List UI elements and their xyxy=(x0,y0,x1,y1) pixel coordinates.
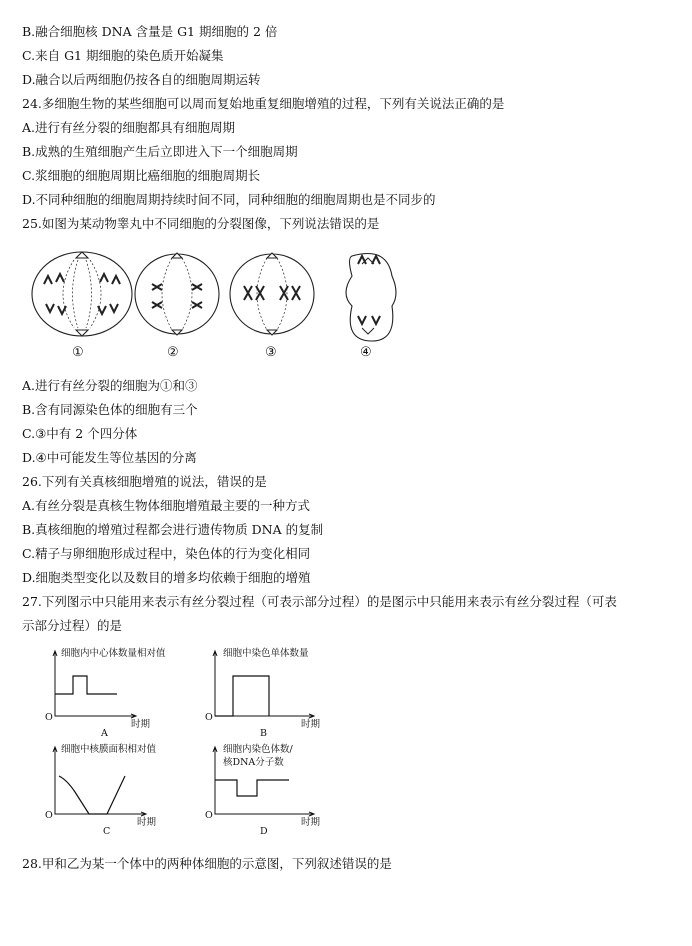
graph-c-line xyxy=(59,776,125,814)
graph-a-line xyxy=(55,676,117,694)
question-28: 28.甲和乙为某一个体中的两种体细胞的示意图，下列叙述错误的是 xyxy=(22,856,392,871)
option-a-25: A.进行有丝分裂的细胞为①和③ xyxy=(22,378,198,393)
option-a-24: A.进行有丝分裂的细胞都具有细胞周期 xyxy=(22,120,236,135)
graph-b-xlabel: 时期 xyxy=(301,719,321,730)
graph-a-letter: A xyxy=(101,728,108,739)
cell-4 xyxy=(346,254,396,342)
option-b-25: B.含有同源染色体的细胞有三个 xyxy=(22,402,198,417)
graph-b-title: 细胞中染色单体数量 xyxy=(223,648,309,659)
graph-d-origin: O xyxy=(205,810,213,821)
graph-a-title: 细胞内中心体数量相对值 xyxy=(61,648,166,659)
option-c-24: C.浆细胞的细胞周期比癌细胞的细胞周期长 xyxy=(22,168,261,183)
graph-d-letter: D xyxy=(260,826,268,837)
option-d-24: D.不同种细胞的细胞周期持续时间不同，同种细胞的细胞周期也是不同步的 xyxy=(22,192,436,207)
cell-label-3: ③ xyxy=(265,345,277,360)
question-26: 26.下列有关真核细胞增殖的说法，错误的是 xyxy=(22,474,267,489)
option-c-26: C.精子与卵细胞形成过程中，染色体的行为变化相同 xyxy=(22,546,311,561)
option-c-23: C.来自 G1 期细胞的染色质开始凝集 xyxy=(22,48,224,63)
option-b-26: B.真核细胞的增殖过程都会进行遗传物质 DNA 的复制 xyxy=(22,522,324,537)
option-a-26: A.有丝分裂是真核生物体细胞增殖最主要的一种方式 xyxy=(22,498,311,513)
cell-1 xyxy=(32,252,132,336)
option-b-24: B.成熟的生殖细胞产生后立即进入下一个细胞周期 xyxy=(22,144,298,159)
graph-c-svg xyxy=(45,744,215,844)
option-d-25: D.④中可能发生等位基因的分离 xyxy=(22,450,197,465)
question-27-cont: 示部分过程）的是 xyxy=(22,618,123,633)
graph-c-letter: C xyxy=(103,826,111,837)
option-d-26: D.细胞类型变化以及数目的增多均依赖于细胞的增殖 xyxy=(22,570,311,585)
cell-3 xyxy=(230,254,314,334)
cell-label-1: ① xyxy=(72,345,84,360)
graph-a-svg xyxy=(45,648,215,748)
cell-division-figure xyxy=(22,246,442,366)
question-25: 25.如图为某动物睾丸中不同细胞的分裂图像，下列说法错误的是 xyxy=(22,216,380,231)
graph-a xyxy=(45,648,215,748)
graph-b-line xyxy=(215,676,269,716)
graph-c xyxy=(45,744,215,844)
graph-a-origin: O xyxy=(45,712,53,723)
cell-diagrams xyxy=(22,246,442,346)
graph-d-title: 细胞内染色体数/ xyxy=(223,744,293,755)
graph-b-origin: O xyxy=(205,712,213,723)
graph-c-title: 细胞中核膜面积相对值 xyxy=(61,744,157,755)
option-c-25: C.③中有 2 个四分体 xyxy=(22,426,138,441)
graph-d-title-2: 核DNA分子数 xyxy=(223,757,284,768)
graph-c-origin: O xyxy=(45,810,53,821)
graph-c-xlabel: 时期 xyxy=(137,817,157,828)
cell-label-2: ② xyxy=(167,345,179,360)
question-24: 24.多细胞生物的某些细胞可以周而复始地重复细胞增殖的过程，下列有关说法正确的是 xyxy=(22,96,505,111)
graph-b-svg xyxy=(205,648,375,748)
graph-d-xlabel: 时期 xyxy=(301,817,321,828)
graph-d xyxy=(205,744,375,844)
graph-b xyxy=(205,648,375,748)
question-27: 27.下列图示中只能用来表示有丝分裂过程（可表示部分过程）的是图示中只能用来表示有丝分裂过程（可表 xyxy=(22,594,617,609)
option-b-23: B.融合细胞核 DNA 含量是 G1 期细胞的 2 倍 xyxy=(22,24,278,39)
graph-a-xlabel: 时期 xyxy=(131,719,151,730)
cell-2 xyxy=(135,254,219,334)
graph-b-letter: B xyxy=(260,728,267,739)
cell-label-4: ④ xyxy=(360,345,372,360)
graph-d-line xyxy=(215,780,289,796)
option-d-23: D.融合以后两细胞仍按各自的细胞周期运转 xyxy=(22,72,261,87)
